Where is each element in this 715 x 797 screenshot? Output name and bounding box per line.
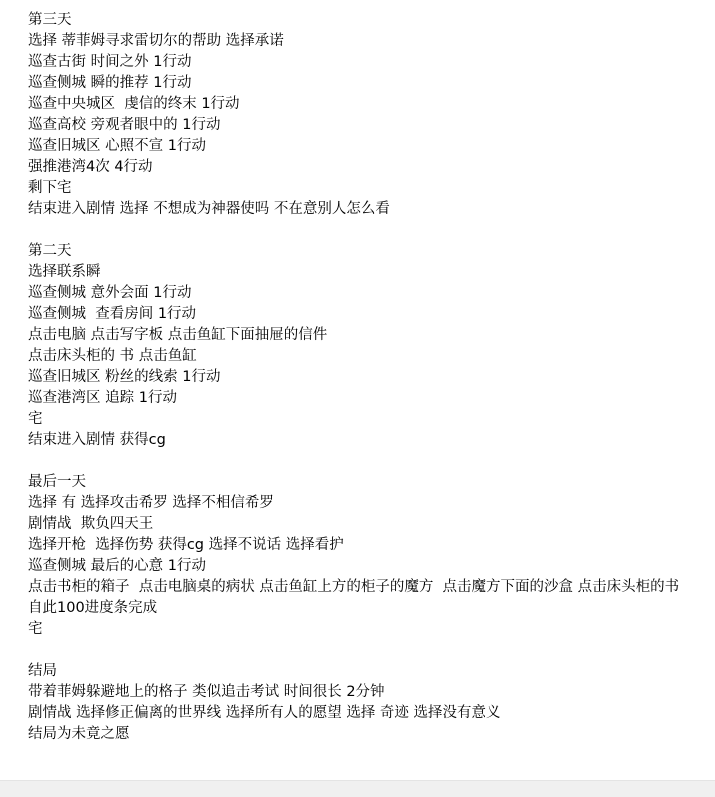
text-line: 巡查侧城 瞬的推荐 1行动	[28, 75, 192, 91]
text-line: 自此100进度条完成	[28, 600, 158, 616]
text-line: 巡查中央城区 虔信的终末 1行动	[28, 96, 240, 112]
text-line: 宅	[28, 621, 43, 637]
text-line: 强推港湾4次 4行动	[28, 159, 153, 175]
section-heading: 最后一天	[28, 474, 86, 490]
text-line: 宅	[28, 411, 43, 427]
text-line: 巡查侧城 意外会面 1行动	[28, 285, 192, 301]
text-line: 点击书柜的箱子 点击电脑桌的病状 点击鱼缸上方的柜子的魔方 点击魔方下面的沙盒 点击床头柜的书	[28, 579, 680, 595]
bottom-scroll-area	[0, 780, 715, 797]
text-line: 选择联系瞬	[28, 264, 101, 280]
text-line: 巡查侧城 最后的心意 1行动	[28, 558, 206, 574]
walkthrough-section	[28, 241, 700, 451]
text-line: 选择开枪 选择伤势 获得cg 选择不说话 选择看护	[28, 537, 344, 553]
text-line: 结局为未竟之愿	[28, 726, 130, 742]
text-line: 巡查侧城 查看房间 1行动	[28, 306, 197, 322]
text-line: 巡查港湾区 追踪 1行动	[28, 390, 177, 406]
text-line: 剩下宅	[28, 180, 72, 196]
text-line: 巡查古街 时间之外 1行动	[28, 54, 192, 70]
text-line: 选择 有 选择攻击希罗 选择不相信希罗	[28, 495, 274, 511]
section-heading: 结局	[28, 663, 57, 679]
text-line: 结束进入剧情 选择 不想成为神器使吗 不在意别人怎么看	[28, 201, 390, 217]
walkthrough-section	[28, 661, 700, 745]
text-line: 带着菲姆躲避地上的格子 类似追击考试 时间很长 2分钟	[28, 684, 385, 700]
walkthrough-section	[28, 472, 700, 640]
text-line: 巡查高校 旁观者眼中的 1行动	[28, 117, 221, 133]
walkthrough-section	[28, 10, 700, 220]
text-line: 点击床头柜的 书 点击鱼缸	[28, 348, 197, 364]
text-line: 巡查旧城区 粉丝的线索 1行动	[28, 369, 221, 385]
text-line: 巡查旧城区 心照不宣 1行动	[28, 138, 206, 154]
text-line: 点击电脑 点击写字板 点击鱼缸下面抽屉的信件	[28, 327, 328, 343]
text-line: 剧情战 选择修正偏离的世界线 选择所有人的愿望 选择 奇迹 选择没有意义	[28, 705, 501, 721]
text-line: 选择 蒂菲姆寻求雷切尔的帮助 选择承诺	[28, 33, 284, 49]
text-line: 剧情战 欺负四天王	[28, 516, 154, 532]
text-line: 结束进入剧情 获得cg	[28, 432, 166, 448]
document-body	[28, 10, 700, 766]
section-heading: 第二天	[28, 243, 72, 259]
section-heading: 第三天	[28, 12, 72, 28]
